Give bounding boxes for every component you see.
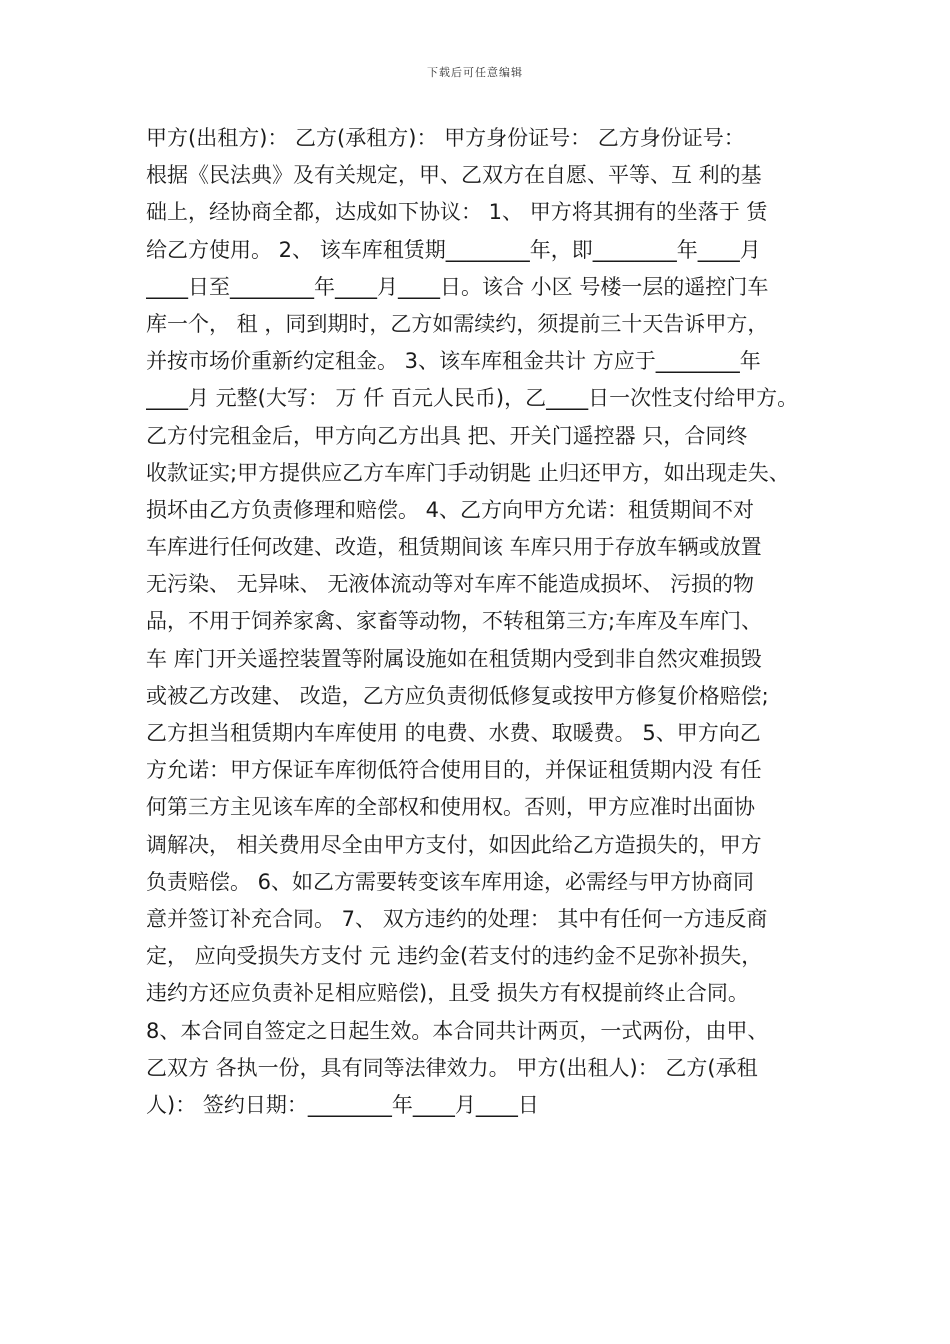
document-line: ____月 元整(大写： 万 仟 百元人民币)，乙____日一次性支付给甲方。 — [146, 386, 799, 411]
document-line: 甲方(出租方)： 乙方(承租方)： 甲方身份证号： 乙方身份证号： — [146, 126, 745, 150]
document-line: 础上，经协商全都，达成如下协议： 1、 甲方将其拥有的坐落于 赁 — [146, 200, 768, 225]
document-line: 车 库门开关遥控装置等附属设施如在租赁期内受到非自然灾难损毁 — [146, 646, 762, 671]
document-line: 何第三方主见该车库的全部权和使用权。否则，甲方应准时出面协 — [146, 795, 755, 820]
document-line: 库一个， 租 ，同到期时，乙方如需续约，须提前三十天告诉甲方， — [146, 311, 769, 336]
document-line: 给乙方使用。 2、 该车库租赁期________年，即________年____月 — [146, 237, 761, 262]
document-line: 意并签订补充合同。 7、 双方违约的处理： 其中有任何一方违反商 — [146, 906, 768, 931]
document-line: 乙双方 各执一份，具有同等法律效力。 甲方(出租人)： 乙方(承租 — [146, 1055, 758, 1080]
document-line: 品，不用于饲养家禽、家畜等动物，不转租第三方;车库及车库门、 — [146, 609, 763, 634]
document-line: 方允诺：甲方保证车库彻低符合使用目的，并保证租赁期内没 有任 — [146, 758, 762, 783]
document-line: 或被乙方改建、 改造，乙方应负责彻低修复或按甲方修复价格赔偿; — [146, 683, 769, 708]
page-header-note: 下载后可任意编辑 — [427, 66, 523, 79]
document-line: 人)： 签约日期：________年____月____日 — [146, 1092, 539, 1117]
document-line: 车库进行任何改建、改造，租赁期间该 车库只用于存放车辆或放置 — [146, 535, 762, 560]
document-line: 损坏由乙方负责修理和赔偿。 4、乙方向甲方允诺：租赁期间不对 — [146, 497, 755, 522]
document-line: 违约方还应负责补足相应赔偿)，且受 损失方有权提前终止合同。 — [146, 981, 749, 1006]
document-line: 并按市场价重新约定租金。 3、该车库租金共计 方应于________年 — [146, 349, 761, 374]
document-line: 负责赔偿。 6、如乙方需要转变该车库用途，必需经与甲方协商同 — [146, 869, 755, 894]
document-line: 8、本合同自签定之日起生效。本合同共计两页，一式两份，由甲、 — [146, 1018, 769, 1043]
document-line: 根据《民法典》及有关规定，甲、乙双方在自愿、平等、互 利的基 — [146, 163, 762, 188]
document-line: 无污染、 无异味、 无液体流动等对车库不能造成损坏、 污损的物 — [146, 572, 755, 597]
document-line: 乙方担当租赁期内车库使用 的电费、水费、取暖费。 5、甲方向乙 — [146, 721, 761, 745]
document-line: 收款证实;甲方提供应乙方车库门手动钥匙 止归还甲方，如出现走失、 — [146, 460, 790, 485]
document-body — [146, 120, 816, 1124]
document-line: 定， 应向受损失方支付 元 违约金(若支付的违约金不足弥补损失， — [146, 944, 763, 969]
document-line: ____日至________年____月____日。该合 小区 号楼一层的遥控门车 — [146, 274, 769, 299]
document-line: 调解决， 相关费用尽全由甲方支付，如因此给乙方造损失的，甲方 — [146, 832, 762, 857]
document-line: 乙方付完租金后，甲方向乙方出具 把、开关门遥控器 只，合同终 — [146, 423, 748, 448]
